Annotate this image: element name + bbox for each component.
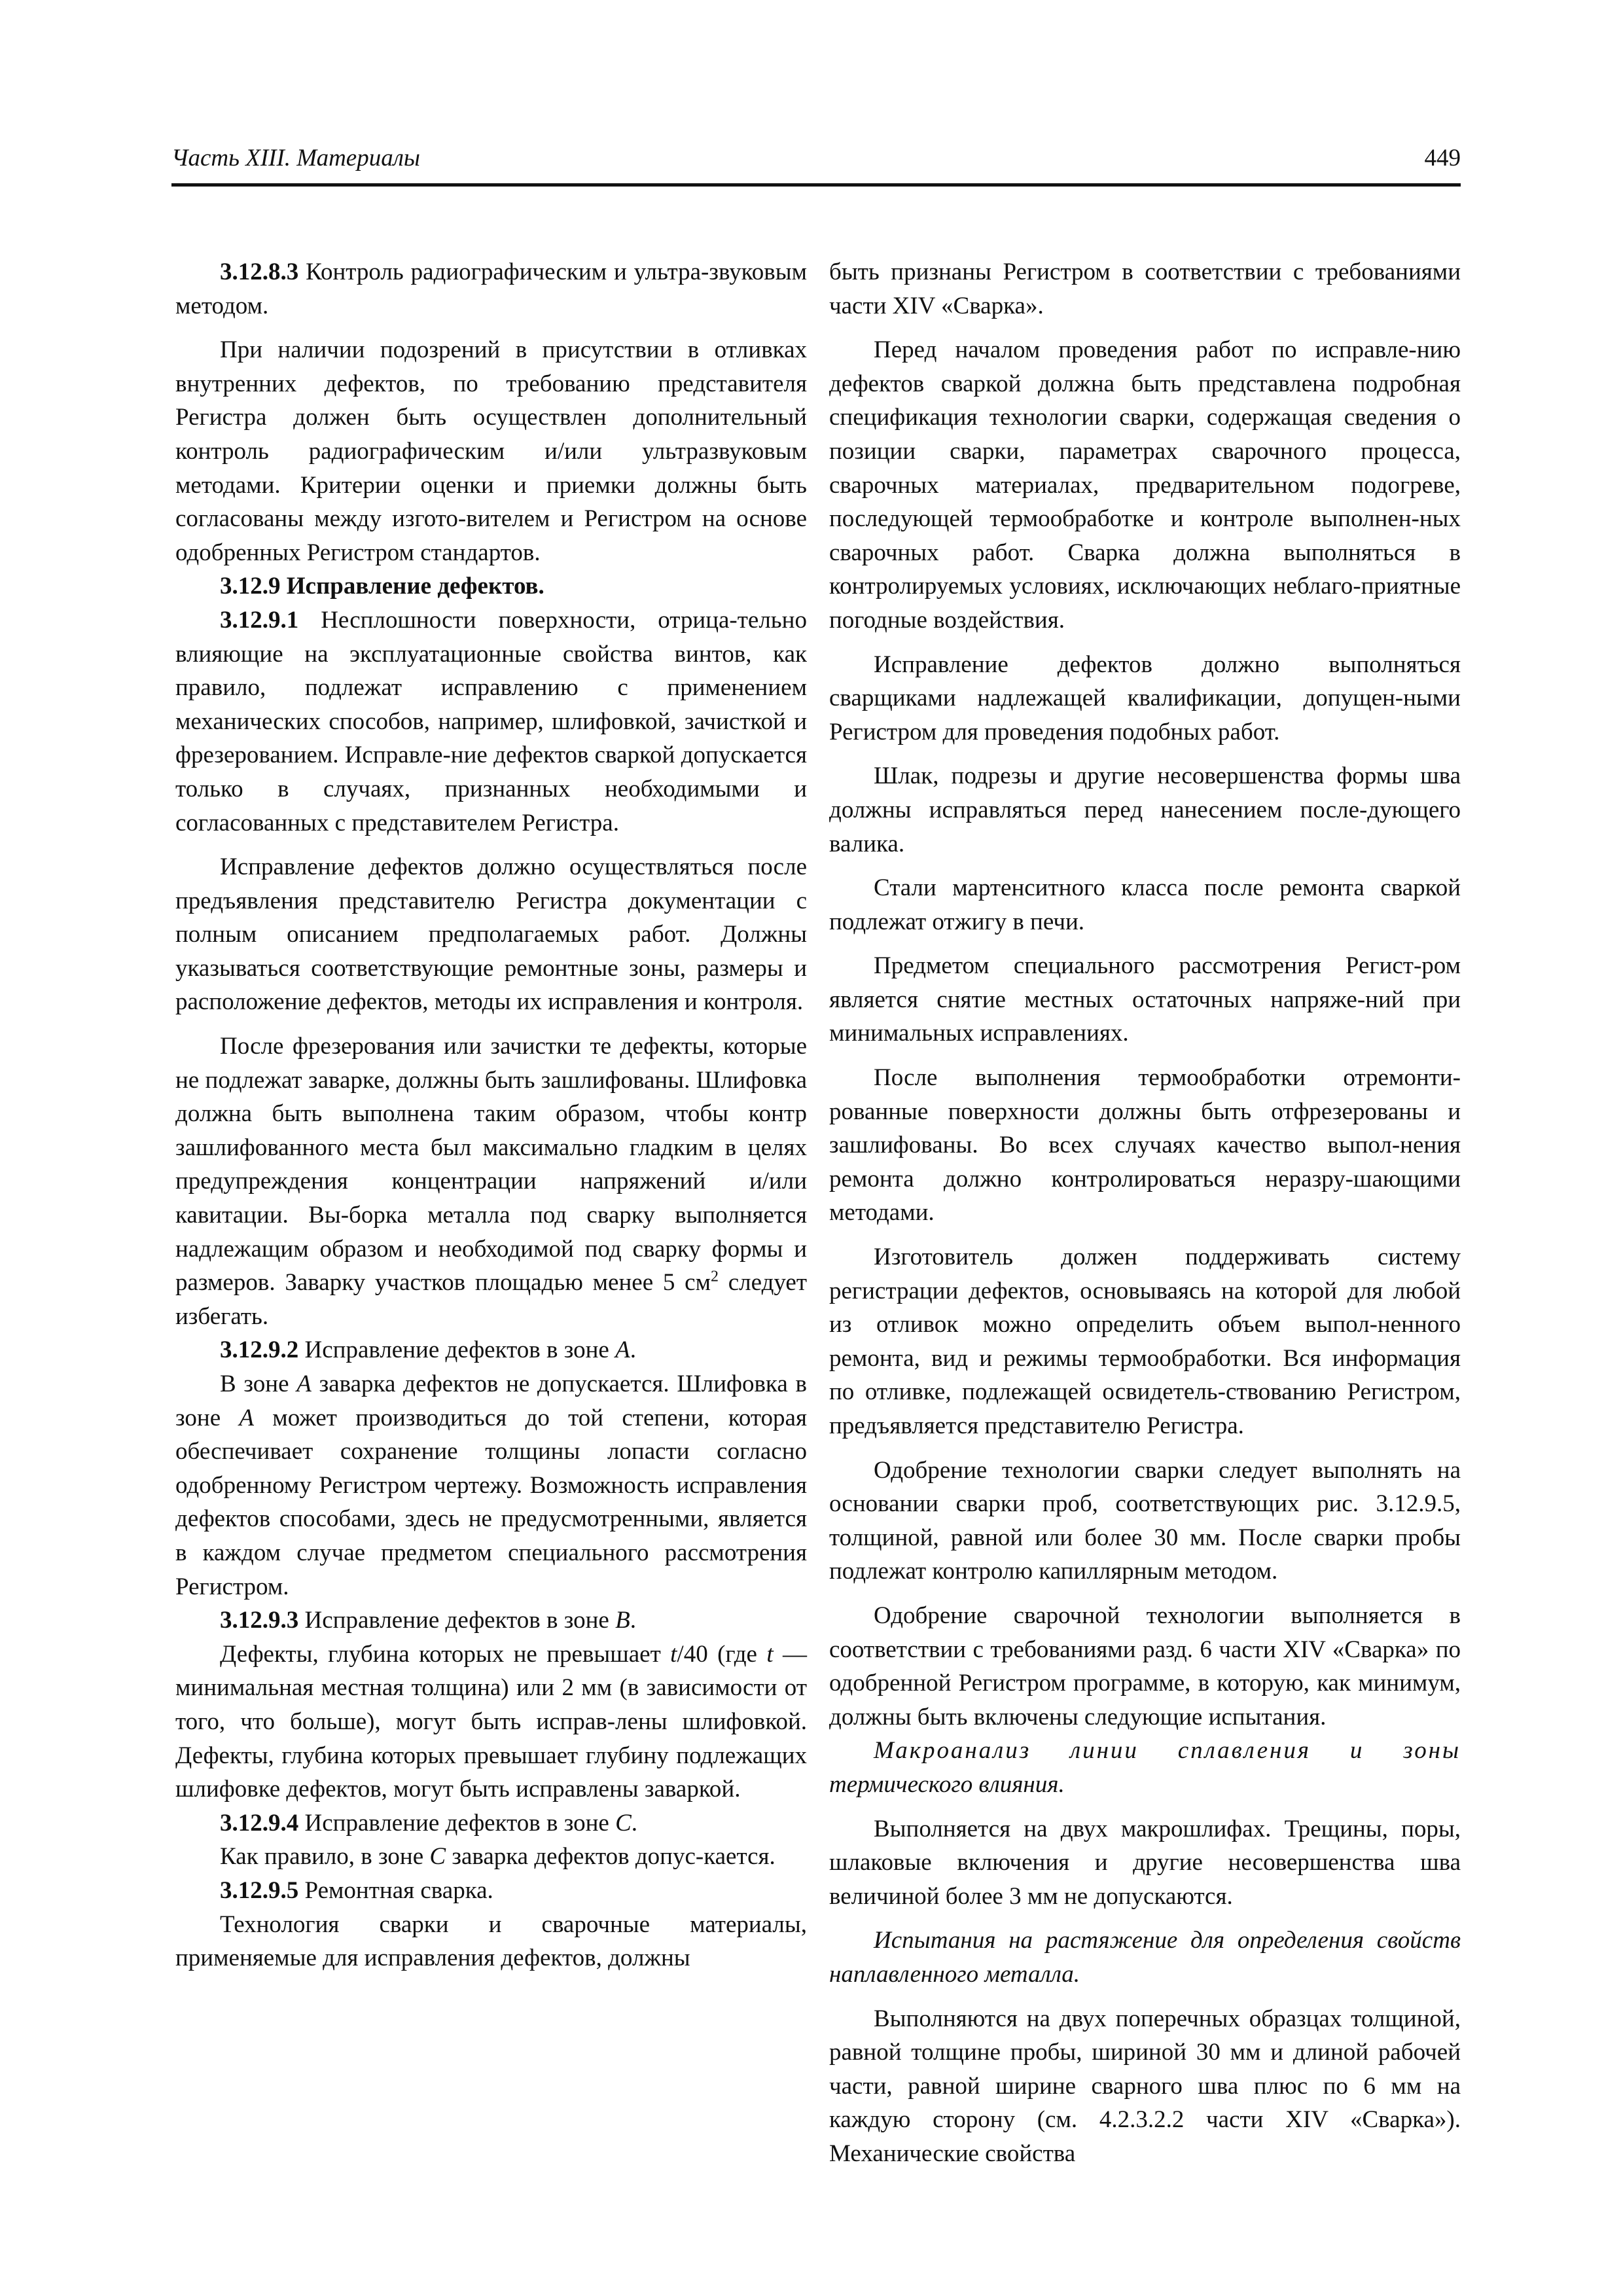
paragraph: Стали мартенситного класса после ремонта сваркой подлежат отжигу в печи. — [829, 874, 1461, 935]
paragraph-3-12-9-2: 3.12.9.2 Исправление дефектов в зоне A. — [220, 1336, 636, 1364]
paragraph-text: В зоне — [220, 1371, 297, 1397]
paragraph-text: Как правило, в зоне — [220, 1843, 430, 1871]
section-heading-3-12-9: 3.12.9 Исправление дефектов. — [220, 573, 544, 600]
paragraph-text: Дефекты, глубина которых не превышает — [220, 1640, 671, 1668]
paragraph-3-12-9-5 — [175, 1874, 807, 1908]
paragraph-3-12-9-4: 3.12.9.4 Исправление дефектов в зоне C. — [220, 1809, 638, 1837]
paragraph-text: /40 (где — [677, 1640, 767, 1668]
paragraph: Предметом специального рассмотрения Регист-ром является снятие местных остаточных напряже-ний при минимальных исправлениях. — [829, 952, 1461, 1047]
paragraph: Изготовитель должен поддерживать систему регистрации дефектов, основываясь на которой для любой из отливок можно определить объем выпол-ненного ремонта, вид и режимы термообработки. Вся информация по отливке, подлежащей освидетель-ствованию Регистром, предъявляется представителю Регистра. — [829, 1244, 1461, 1439]
paragraph-text: Исправление дефектов в зоне — [298, 1336, 616, 1364]
section-number: 3.12.9.4 — [220, 1809, 299, 1837]
paragraph-text: заварка дефектов не допускается. Шлифовка в зоне — [175, 1371, 807, 1431]
section-number: 3.12.9.1 — [220, 606, 299, 634]
zone-label: C — [429, 1843, 446, 1871]
paragraph-3-12-8-3 — [175, 255, 807, 323]
paragraph: Исправление дефектов должно осуществляться после предъявления представителю Регистра документации с полным описанием предполагаемых работ. Должны указываться соответствующие ремонтные зоны, размеры и расположение дефектов, методы их исправления и контроля. — [175, 853, 807, 1016]
right-column — [829, 255, 1461, 2170]
paragraph — [175, 1367, 807, 1604]
section-number: 3.12.8.3 — [220, 259, 299, 285]
running-title: Часть XIII. Материалы — [171, 145, 420, 171]
paragraph-3-12-9-3: 3.12.9.3 Исправление дефектов в зоне B. — [220, 1607, 636, 1634]
page-header — [171, 139, 1461, 187]
paragraph: Одобрение сварочной технологии выполняется в соответствии с требованиями разд. 6 части XIV «Сварка» по одобренной Регистром программе, в которую, как минимум, должны быть включены следующие испытания. — [829, 1602, 1461, 1731]
paragraph-3-12-9-1 — [175, 603, 807, 840]
paragraph-text: заварка дефектов допус-кается. — [446, 1843, 776, 1871]
paragraph-text: может производиться до той степени, которая обеспечивает сохранение толщины лопасти согласно одобренному Регистром чертежу. Возможность исправления дефектов способами, здесь не предусмотренными, является в каждом случае предметом специального рассмотрения Регистром. — [175, 1404, 807, 1600]
paragraph: При наличии подозрений в присутствии в отливках внутренних дефектов, по требованию представителя Регистра должен быть осуществлен дополнительный контроль радиографическим и/или ультразвуковым методами. Критерии оценки и приемки должны быть согласованы между изгото-вителем и Регистром на основе одобренных Регистром стандартов. — [175, 336, 807, 566]
italic-subheading — [829, 1734, 1461, 1801]
paragraph-text: Исправление дефектов в зоне — [298, 1607, 616, 1634]
paragraph: Выполняется на двух макрошлифах. Трещины, поры, шлаковые включения и другие несовершенства шва величиной более 3 мм не допускаются. — [829, 1815, 1461, 1910]
paragraph: Выполняются на двух поперечных образцах толщиной, равной толщине пробы, шириной 30 мм и длиной рабочей части, равной ширине сварного шва плюс по 6 мм на каждую сторону (см. 4.2.3.2.2 части XIV «Сварка»). Механические свойства — [829, 2005, 1461, 2167]
paragraph: Шлак, подрезы и другие несовершенства формы шва должны исправляться перед нанесением после-дующего валика. — [829, 762, 1461, 857]
page-number: 449 — [1424, 145, 1461, 171]
paragraph — [175, 1638, 807, 1806]
paragraph: быть признаны Регистром в соответствии с требованиями части XIV «Сварка». — [829, 259, 1461, 319]
zone-label: A — [239, 1404, 255, 1431]
superscript: 2 — [710, 1268, 719, 1285]
left-column — [175, 255, 807, 1975]
paragraph-text: Исправление дефектов в зоне — [298, 1809, 616, 1837]
paragraph-text: Несплошности поверхности, отрица-тельно влияющие на эксплуатационные свойства винтов, как правило, подлежат исправлению с применением механических способов, например, шлифовкой, зачисткой и фрезерованием. Исправле-ние дефектов сваркой допускается только в случаях, признанных необходимыми и согласованных с представителем Регистра. — [175, 606, 807, 836]
paragraph-text: Контроль радиографическим и ультра-звуковым методом. — [175, 259, 807, 319]
paragraph: Одобрение технологии сварки следует выполнять на основании сварки проб, соответствующих рис. 3.12.9.5, толщиной, равной или более 30 мм. После сварки пробы подлежат контролю капиллярным методом. — [829, 1456, 1461, 1585]
zone-label: A — [615, 1336, 630, 1364]
paragraph — [175, 1030, 807, 1333]
paragraph: Технология сварки и сварочные материалы, применяемые для исправления дефектов, должны — [175, 1910, 807, 1972]
zone-label: B — [615, 1607, 630, 1634]
italic-text: Макроанализ линии сплавления и зоны — [874, 1737, 1461, 1765]
section-number: 3.12.9.2 — [220, 1336, 299, 1364]
italic-text: термического влияния. — [829, 1770, 1065, 1798]
paragraph: Перед началом проведения работ по исправле-нию дефектов сваркой должна быть представлена подробная спецификация технологии сварки, содержащая сведения о позиции сварки, параметрах сварочного процесса, сварочных материалах, предварительном подогреве, последующей термообработке и контроле выполнен-ных сварочных работ. Сварка должна выполняться в контролируемых условиях, исключающих неблаго-приятные погодные воздействия. — [829, 336, 1461, 634]
section-number: 3.12.9.3 — [220, 1607, 299, 1634]
paragraph-text: следует избегать. — [175, 1269, 807, 1330]
zone-label: C — [615, 1809, 632, 1837]
paragraph: Исправление дефектов должно выполняться сварщиками надлежащей квалификации, допущен-ными Регистром для проведения подобных работ. — [829, 651, 1461, 745]
math-variable: t — [670, 1640, 677, 1668]
paragraph-text: Ремонтная сварка. — [298, 1876, 493, 1904]
zone-label: A — [296, 1371, 312, 1397]
section-number: 3.12.9.5 — [220, 1876, 299, 1904]
paragraph — [175, 1840, 807, 1874]
paragraph: После выполнения термообработки отремонти-рованные поверхности должны быть отфрезерованы и зашлифованы. Во всех случаях качество выпол-нения ремонта должно контролироваться неразру-шающими методами. — [829, 1064, 1461, 1227]
paragraph-text: После фрезерования или зачистки те дефекты, которые не подлежат заварке, должны быть зашлифованы. Шлифовка должна быть выполнена таким образом, чтобы контр зашлифованного места был максимально гладким в целях предупреждения концентрации напряжений и/или кавитации. Вы-борка металла под сварку выполняется надлежащим образом и необходимой под сварку формы и размеров. Заварку участков площадью менее 5 см — [175, 1033, 807, 1297]
math-variable: t — [766, 1640, 774, 1668]
paragraph-text: — минимальная местная толщина) или 2 мм (в зависимости от того, что больше), могут быть исправ-лены шлифовкой. Дефекты, глубина которых превышает глубину подлежащих шлифовке дефектов, могут быть исправлены заваркой. — [175, 1640, 808, 1803]
italic-subheading: Испытания на растяжение для определения свойств наплавленного металла. — [829, 1927, 1461, 1988]
